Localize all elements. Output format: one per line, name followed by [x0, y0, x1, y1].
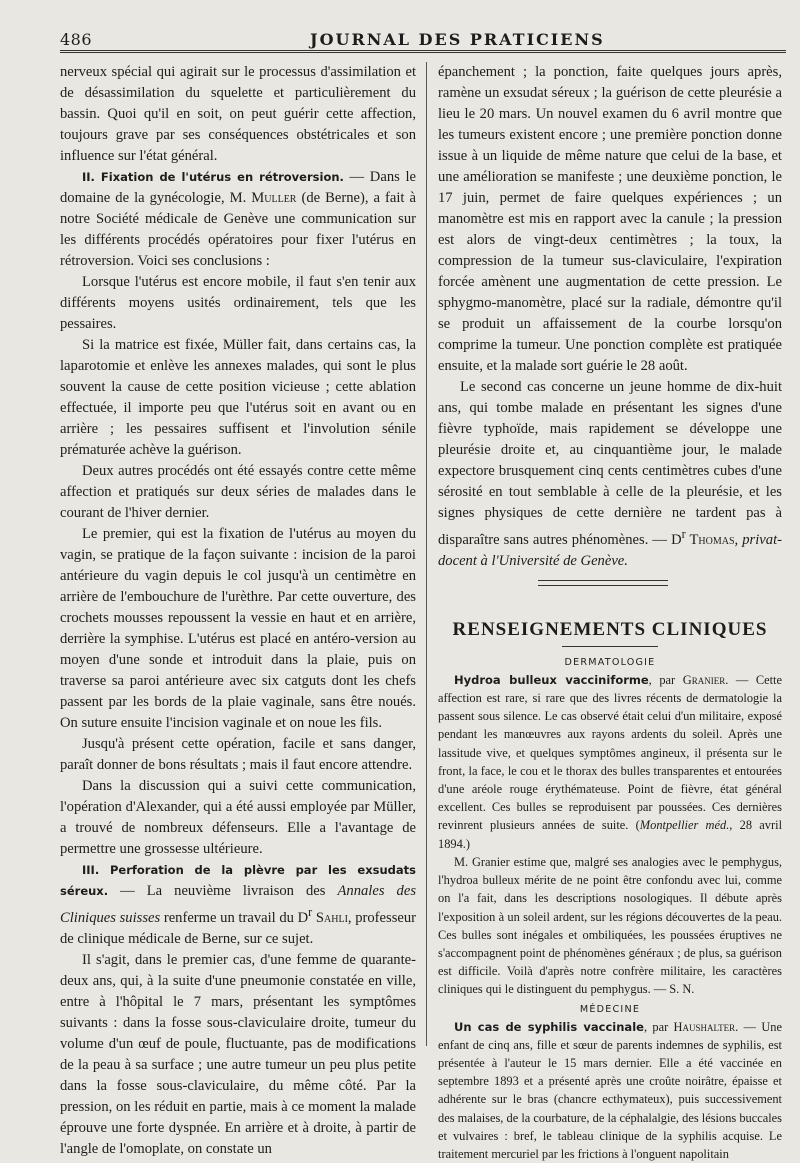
section-heading: III. Perforation de la plèvre par les exsudats séreux.	[60, 863, 416, 898]
paragraph: M. Granier estime que, malgré ses analogies avec le pemphygus, l'hydroa bulleux mérite de ne point être confondu avec lui, comme on l'a fait, dans les descriptions nosologiques. Il débute après l'exposition à un soleil ardent, sur les régions découvertes de la peau. Ces bulles sont inégales et ombiliquées, les poussées éruptives ne s'accompagnent point de phénomènes généraux ; de plus, sa guérison est difficile. Voilà d'après notre confrère militaire, les caractères cliniques qui le distinguent du pemphygus. — S. N.	[438, 854, 782, 997]
paragraph: Le premier, qui est la fixation de l'utérus au moyen du vagin, se pratique de la façon suivante : incision de la paroi antérieure du vagin depuis le col jusqu'à un centimètre en arrière de l'embouchure de l'urèthre. Par cette ouverture, des crochets mousses repoussent la vessie en haut et en arrière, derrière la symphise. L'utérus est placé en antéro-version au moyen d'une sonde et introduit dans la plaie, puis on traverse sa paroi antérieure avec six catguts dont les chefs passent par les bords de la plaie vaginale, sans être noués. On suture ensuite l'incision vaginale et on noue les fils.	[60, 526, 416, 731]
paragraph: Hydroa bulleux vacciniforme, par Granier. — Cette affection est rare, si rare que des livres récents de dermatologie la passent sous silence. Le cas observé était celui d'un militaire, exposé pendant les manœuvres aux rayons ardents du soleil. Après une lassitude vive, et quelques symptômes angineux, il présenta sur le front, la face, le cou et le thorax des bulles transparentes et entourées d'une aréole rouge érythémateuse. Point de fièvre, état général excellent. Ces bulles se reproduisent par poussées. Ces dernières revinrent plusieurs années de suite. (Montpellier méd., 28 avril 1894.)	[438, 672, 783, 851]
section-heading: II. Fixation de l'utérus en rétroversion.	[82, 170, 344, 184]
paragraph: épanchement ; la ponction, faite quelques jours après, ramène un exsudat séreux ; la guérison de cette pleurésie a lieu le 20 mars. Un nouvel examen du 6 avril montre que les tumeurs existent encore ; une première ponction donne issue à un liquide de même nature que celui de la base, et une amélioration se manifeste ; une deuxième ponction, le 17 juin, permet de faire quelques expériences ; un manomètre est mis en rapport avec la canule ; la pression est alors de vingt-deux centimètres ; la toux, la compression de la tumeur sus-claviculaire, l'expiration forcée amènent une augmentation de cette pression. Le sphygmo-manomètre, placé sur la radiale, démontre qu'il se produit un affaissement de la courbe lorsqu'on comprime la tumeur. Une ponction complète est pratiquée ensuite, et la malade sort guérie le 28 août.	[438, 64, 782, 374]
paragraph: II. Fixation de l'utérus en rétroversion. — Dans le domaine de la gynécologie, M. Muller (de Berne), a fait à notre Société médicale de Genève une communication sur les différents procédés opératoires pour fixer l'utérus en rétroversion. Voici ses conclusions :	[60, 169, 416, 269]
subsection-heading: MÉDECINE	[579, 1003, 641, 1015]
author-affiliation: , privat-docent à l'Université de Genève.	[438, 531, 782, 569]
author-name: Haushalter	[673, 1019, 736, 1034]
paragraph: Si la matrice est fixée, Müller fait, dans certains cas, la laparotomie et enlève les annexes malades, qui sont le plus souvent la cause de cette position vicieuse ; cette ablation effectuée, il importe peu que l'utérus soit en avant ou en arrière ; les pessaires suffisent et l'involution sénile prématurée achève la guérison.	[60, 337, 416, 458]
reference: Montpellier méd.	[639, 818, 730, 833]
paragraph: Le second cas concerne un jeune homme de dix-huit ans, qui tombe malade en présentant les signes d'une fièvre typhoïde, mais rapidement se développe une pleurésie droite et, au cinquantième jour, le malade expectore brusquement cinq cents centimètres cubes d'une sérosité en tout semblable à celle de la pleurésie, et les signes physiques de cette dernière ne tardent pas à disparaître sans autres phénomènes. — $D^r$ Thomas, privat-docent à l'Université de Genève.	[438, 379, 782, 569]
right-column	[438, 62, 782, 1163]
paragraph: Lorsque l'utérus est encore mobile, il faut s'en tenir aux différents moyens usités ordinairement, tels que les pessaires.	[60, 274, 416, 332]
page-header	[60, 30, 786, 52]
paragraph: Un cas de syphilis vaccinale, par Haushalter. — Une enfant de cinq ans, fille et sœur de parents indemnes de syphilis, est présentée à l'auteur le 15 mars dernier. Elle a été vaccinée en septembre 1893 et a présenté après une croûte noirâtre, épaisse et adhérente sur le bras (chancre ecthymateux), puis successivement des malaises, de la courbature, de la céphalalgie, des lésions buccales et vulvaires : bref, le tableau clinique de la syphilis acquise. Le traitement mercuriel par les frictions à l'onguent napolitain	[438, 1019, 782, 1161]
paragraph: nerveux spécial qui agirait sur le processus d'assimilation et de désassimilation du squelette et particulièrement du bassin. Quoi qu'il en soit, on peut guérir cette affection, toujours grave par ses conséquences obstétricales et son influence sur l'état général.	[60, 64, 416, 164]
author-name: Sahli	[312, 909, 348, 926]
paragraph: III. Perforation de la plèvre par les exsudats séreux. — La neuvième livraison des Annales des Cliniques suisses renferme un travail du $D^r$ Sahli, professeur de clinique médicale de Berne, sur ce sujet.	[60, 863, 417, 947]
paragraph: Il s'agit, dans le premier cas, d'une femme de quarante-deux ans, qui, à la suite d'une pneumonie constatée en ville, entre à l'hôpital le 7 mars, présentant les symptômes suivants : dans la fosse sous-claviculaire droite, tumeur du volume d'un œuf de poule, fluctuante, pas de modifications de la peau à sa surface ; une autre tumeur un peu plus petite dans la fosse sous-claviculaire, du même côté. Par la pression, on les réduit en partie, mais à ce moment la malade éprouve une forte dyspnée. En arrière et à droite, à partir de l'angle de l'omoplate, on constate un	[60, 951, 416, 1157]
page-number: 486	[60, 30, 93, 49]
paragraph: Dans la discussion qui a suivi cette communication, l'opération d'Alexander, qui a été aussi employée par Müller, a trouvé de nombreux défenseurs. Elle a l'avantage de permettre une grossesse ultérieure.	[60, 778, 416, 857]
subsection-heading: DERMATOLOGIE	[564, 656, 656, 668]
section-title: RENSEIGNEMENTS CLINIQUES	[452, 618, 768, 640]
author-name: Thomas	[685, 531, 735, 548]
clinical-notes	[438, 657, 782, 1163]
article-continuation	[438, 62, 782, 572]
double-rule-separator	[438, 572, 782, 618]
left-column	[60, 62, 416, 1160]
journal-name: Annales des Cliniques suisses	[60, 883, 416, 926]
article-title: Hydroa bulleux vacciniforme	[454, 672, 649, 687]
running-title: JOURNAL DES PRATICIENS	[310, 30, 605, 49]
paragraph: Jusqu'à présent cette opération, facile et sans danger, paraît donner de bons résultats ; mais il faut encore attendre.	[60, 736, 416, 773]
column-rule	[426, 62, 427, 1046]
article-title: Un cas de syphilis vaccinale	[454, 1019, 644, 1034]
author-name: Granier	[682, 672, 726, 687]
author-name: Muller	[251, 190, 297, 206]
title-rule	[562, 646, 658, 647]
header-rule	[60, 50, 786, 53]
paragraph: Deux autres procédés ont été essayés contre cette même affection et pratiqués sur deux séries de malades dans le courant de l'hiver dernier.	[60, 463, 416, 521]
